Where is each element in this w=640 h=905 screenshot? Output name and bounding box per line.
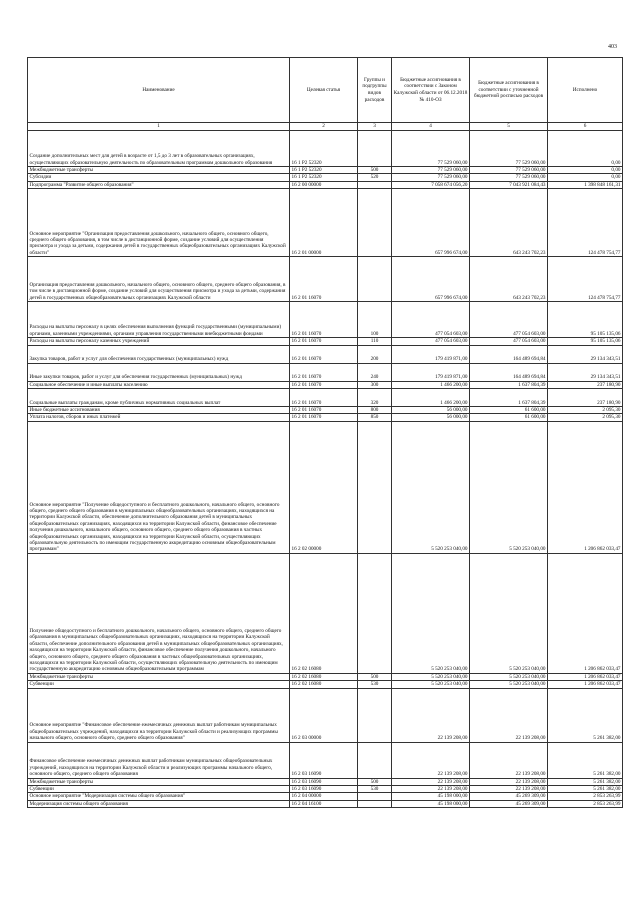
row-law-amount: 657 996 674,00 (392, 257, 470, 302)
table-row (28, 381, 623, 388)
row-name: Основное мероприятие "Организация предоставления дошкольного, начального общего, основного общего, среднего общего образования, в том числе в дистанционной форме, создание условий для осуществления присмотра и ухода за детьми, содержания детей в государственных общеобразовательных организациях Калужской области" (28, 189, 290, 257)
row-code: 16 2 01 16070 (290, 414, 358, 421)
row-name: Социальные выплаты гражданам, кроме публичных нормативных социальных выплат (28, 389, 290, 407)
row-executed-amount: 2 853 263,99 (548, 800, 623, 807)
row-law-amount: 7 058 674 056,20 (392, 181, 470, 188)
row-law-amount: 5 520 253 040,00 (392, 553, 470, 673)
row-updated-amount: 61 600,00 (470, 414, 548, 421)
row-group: 200 (358, 345, 392, 363)
row-code: 16 2 03 16090 (290, 786, 358, 793)
row-group (358, 800, 392, 807)
row-law-amount: 657 996 674,00 (392, 189, 470, 257)
table-row (28, 793, 623, 800)
row-law-amount: 22 139 208,00 (392, 778, 470, 785)
header-updated: Бюджетные ассигнования в соответствии с уточненной бюджетной росписью расходов (470, 58, 548, 123)
row-executed-amount: 0,00 (548, 167, 623, 174)
row-law-amount: 179 419 871,00 (392, 345, 470, 363)
row-group (358, 131, 392, 167)
table-row (28, 181, 623, 188)
row-law-amount: 5 520 253 040,00 (392, 673, 470, 680)
row-updated-amount: 643 243 702,23 (470, 257, 548, 302)
row-group: 500 (358, 673, 392, 680)
row-executed-amount: 5 261 382,00 (548, 688, 623, 742)
row-group (358, 189, 392, 257)
row-code: 16 2 01 16070 (290, 381, 358, 388)
row-law-amount: 56 000,00 (392, 414, 470, 421)
row-name: Основное мероприятие "Получение общедоступного и бесплатного дошкольного, начального общего, основного общего, среднего общего образования в муниципальных общеобразовательных организациях, находящихся на территории Калужской области, обеспечение дополнительного образования детей в муниципальных общеобразовательных организациях, находящихся на территории Калужской области, финансовое обеспечение получения дошкольного, начального общего, основного общего, среднего общего образования в частных общеобразовательных организациях, находящихся на территории Калужской области, осуществляющих образовательную деятельность по имеющим государственную аккредитацию основным общеобразовательным программам" (28, 421, 290, 553)
row-code: 16 1 P2 52320 (290, 174, 358, 181)
row-code: 16 2 01 00000 (290, 189, 358, 257)
row-code: 16 2 02 16080 (290, 553, 358, 673)
table-row (28, 553, 623, 673)
row-group (358, 553, 392, 673)
row-law-amount: 77 529 060,00 (392, 167, 470, 174)
row-updated-amount: 45 269 309,00 (470, 800, 548, 807)
row-group: 850 (358, 414, 392, 421)
table-row (28, 778, 623, 785)
row-law-amount: 56 000,00 (392, 407, 470, 414)
row-updated-amount: 5 520 253 040,00 (470, 421, 548, 553)
row-group: 240 (358, 363, 392, 381)
row-law-amount: 477 054 603,00 (392, 338, 470, 345)
row-group: 530 (358, 786, 392, 793)
header-law: Бюджетные ассигнования в соответствии с Законом Калужской области от 06.12.2018 № 410-ОЗ (392, 58, 470, 123)
table-row (28, 363, 623, 381)
row-law-amount: 77 529 060,00 (392, 131, 470, 167)
column-number: 4 (392, 123, 470, 131)
row-name: Иные бюджетные ассигнования (28, 407, 290, 414)
row-name: Расходы на выплаты персоналу в целях обеспечения выполнения функций государственными (муниципальными) органами, казенными учреждениями, органами управления государственными внебюджетными фондами (28, 302, 290, 338)
row-executed-amount: 2 095,30 (548, 407, 623, 414)
table-row (28, 389, 623, 407)
row-name: Субвенции (28, 681, 290, 688)
row-executed-amount: 29 134 343,51 (548, 363, 623, 381)
row-executed-amount: 2 095,30 (548, 414, 623, 421)
row-code: 16 1 P2 52320 (290, 131, 358, 167)
row-name: Получение общедоступного и бесплатного дошкольного, начального общего, основного общего, среднего общего образования в муниципальных общеобразовательных организациях, находящихся на территории Калужской области, обеспечение дополнительного образования детей в муниципальных общеобразовательных организациях, находящихся на территории Калужской области, финансовое обеспечение получения дошкольного, начального общего, основного общего, среднего общего образования в частных общеобразовательных организациях, находящихся на территории Калужской области, осуществляющих образовательную деятельность по имеющим государственную аккредитацию основным общеобразовательным программам (28, 553, 290, 673)
row-law-amount: 179 419 871,00 (392, 363, 470, 381)
row-law-amount: 22 139 208,00 (392, 688, 470, 742)
row-updated-amount: 77 529 060,00 (470, 131, 548, 167)
row-code: 16 2 02 16080 (290, 681, 358, 688)
table-body (28, 131, 623, 808)
row-code: 16 2 01 16070 (290, 302, 358, 338)
row-updated-amount: 164 489 694,84 (470, 345, 548, 363)
row-group (358, 688, 392, 742)
row-executed-amount: 1 398 848 161,31 (548, 181, 623, 188)
row-executed-amount: 1 206 862 033,47 (548, 553, 623, 673)
table-row (28, 302, 623, 338)
row-code: 16 2 03 00000 (290, 688, 358, 742)
table-row (28, 338, 623, 345)
table-row (28, 673, 623, 680)
row-law-amount: 77 529 060,00 (392, 174, 470, 181)
table-row (28, 688, 623, 742)
row-updated-amount: 22 139 208,00 (470, 742, 548, 778)
row-group: 300 (358, 381, 392, 388)
row-name: Межбюджетные трансферты (28, 167, 290, 174)
row-updated-amount: 164 489 694,84 (470, 363, 548, 381)
column-number-row (28, 123, 623, 131)
row-executed-amount: 0,00 (548, 131, 623, 167)
row-group: 500 (358, 778, 392, 785)
column-number: 1 (28, 123, 290, 131)
row-executed-amount: 5 261 382,00 (548, 778, 623, 785)
row-updated-amount: 77 529 060,00 (470, 167, 548, 174)
column-number: 3 (358, 123, 392, 131)
row-name: Основное мероприятие "Финансовое обеспечение ежемесячных денежных выплат работникам муниципальных общеобразовательных учреждений, находящихся на территории Калужской области и реализующих программы начального общего, основного общего, среднего общего образования" (28, 688, 290, 742)
row-name: Субсидии (28, 174, 290, 181)
row-name: Уплата налогов, сборов и иных платежей (28, 414, 290, 421)
table-row (28, 189, 623, 257)
row-code: 16 2 01 16070 (290, 389, 358, 407)
row-code: 16 2 04 00000 (290, 793, 358, 800)
row-name: Основное мероприятие "Модернизация системы общего образования" (28, 793, 290, 800)
row-executed-amount: 1 206 862 033,47 (548, 673, 623, 680)
table-row (28, 414, 623, 421)
row-group (358, 181, 392, 188)
row-executed-amount: 124 478 754,77 (548, 257, 623, 302)
row-updated-amount: 477 054 603,00 (470, 338, 548, 345)
row-law-amount: 22 139 208,00 (392, 786, 470, 793)
row-code: 16 2 03 16090 (290, 778, 358, 785)
row-executed-amount: 95 105 135,06 (548, 302, 623, 338)
row-executed-amount: 1 206 862 033,47 (548, 681, 623, 688)
column-number: 2 (290, 123, 358, 131)
row-code: 16 2 01 16070 (290, 407, 358, 414)
row-updated-amount: 1 637 804,39 (470, 381, 548, 388)
row-executed-amount: 29 134 343,51 (548, 345, 623, 363)
row-group: 110 (358, 338, 392, 345)
table-header-row (28, 58, 623, 123)
row-updated-amount: 22 139 208,00 (470, 778, 548, 785)
row-group: 800 (358, 407, 392, 414)
table-row (28, 174, 623, 181)
row-group (358, 421, 392, 553)
row-code: 16 2 03 16090 (290, 742, 358, 778)
row-name: Социальное обеспечение и иные выплаты населению (28, 381, 290, 388)
row-code: 16 2 01 16070 (290, 345, 358, 363)
row-updated-amount: 1 637 804,39 (470, 389, 548, 407)
row-executed-amount: 237 180,90 (548, 381, 623, 388)
row-updated-amount: 5 520 253 040,00 (470, 681, 548, 688)
row-updated-amount: 77 529 060,00 (470, 174, 548, 181)
row-code: 16 1 P2 52320 (290, 167, 358, 174)
row-law-amount: 5 520 253 040,00 (392, 681, 470, 688)
table-row (28, 257, 623, 302)
row-group: 320 (358, 389, 392, 407)
row-name: Модернизация системы общего образования (28, 800, 290, 807)
row-group (358, 793, 392, 800)
row-executed-amount: 95 105 135,06 (548, 338, 623, 345)
row-group (358, 257, 392, 302)
row-group: 100 (358, 302, 392, 338)
row-name: Межбюджетные трансферты (28, 778, 290, 785)
row-name: Иные закупки товаров, работ и услуг для обеспечения государственных (муниципальных) нужд (28, 363, 290, 381)
row-code: 16 2 02 00000 (290, 421, 358, 553)
budget-table (27, 57, 623, 808)
row-group: 530 (358, 681, 392, 688)
row-group (358, 742, 392, 778)
table-row (28, 421, 623, 553)
table-row (28, 131, 623, 167)
row-law-amount: 22 139 208,00 (392, 742, 470, 778)
row-executed-amount: 237 180,90 (548, 389, 623, 407)
row-code: 16 2 02 16080 (290, 673, 358, 680)
row-updated-amount: 22 139 208,00 (470, 688, 548, 742)
row-name: Субвенции (28, 786, 290, 793)
row-updated-amount: 61 600,00 (470, 407, 548, 414)
row-executed-amount: 2 853 263,99 (548, 793, 623, 800)
row-executed-amount: 124 478 754,77 (548, 189, 623, 257)
row-executed-amount: 5 261 382,00 (548, 742, 623, 778)
row-name: Расходы на выплаты персоналу казенных учреждений (28, 338, 290, 345)
row-updated-amount: 643 243 702,23 (470, 189, 548, 257)
table-row (28, 345, 623, 363)
row-updated-amount: 22 139 208,00 (470, 786, 548, 793)
row-executed-amount: 0,00 (548, 174, 623, 181)
table-row (28, 681, 623, 688)
row-name: Межбюджетные трансферты (28, 673, 290, 680)
table-row (28, 786, 623, 793)
row-executed-amount: 1 206 862 033,47 (548, 421, 623, 553)
column-number: 5 (470, 123, 548, 131)
row-code: 16 2 01 16070 (290, 338, 358, 345)
row-law-amount: 45 198 000,00 (392, 793, 470, 800)
table-row (28, 167, 623, 174)
row-updated-amount: 7 043 921 084,43 (470, 181, 548, 188)
header-executed: Исполнено (548, 58, 623, 123)
row-name: Закупка товаров, работ и услуг для обеспечения государственных (муниципальных) нужд (28, 345, 290, 363)
row-code: 16 2 01 16070 (290, 363, 358, 381)
header-name: Наименование (28, 58, 290, 123)
table-row (28, 800, 623, 807)
row-updated-amount: 477 054 603,00 (470, 302, 548, 338)
row-code: 16 2 04 16100 (290, 800, 358, 807)
row-law-amount: 477 054 603,00 (392, 302, 470, 338)
row-updated-amount: 5 520 253 040,00 (470, 553, 548, 673)
row-law-amount: 1 466 200,00 (392, 389, 470, 407)
column-number: 6 (548, 123, 623, 131)
row-code: 16 2 00 00000 (290, 181, 358, 188)
page-number: 403 (608, 44, 617, 50)
row-law-amount: 1 466 200,00 (392, 381, 470, 388)
row-updated-amount: 45 269 309,00 (470, 793, 548, 800)
row-group: 520 (358, 174, 392, 181)
table-row (28, 407, 623, 414)
row-name: Создание дополнительных мест для детей в возрасте от 1,5 до 3 лет в образовательных организациях, осуществляющих образовательную деятельность по образовательным программам дошкольного образования (28, 131, 290, 167)
table-row (28, 742, 623, 778)
row-law-amount: 5 520 253 040,00 (392, 421, 470, 553)
header-group: Группы и подгруппы видов расходов (358, 58, 392, 123)
header-code: Целевая статья (290, 58, 358, 123)
row-law-amount: 45 198 000,00 (392, 800, 470, 807)
row-name: Финансовое обеспечение ежемесячных денежных выплат работникам муниципальных общеобразовательных учреждений, находящихся на территории Калужской области и реализующих программы начального общего, основного общего, среднего общего образования (28, 742, 290, 778)
row-name: Подпрограмма "Развитие общего образования" (28, 181, 290, 188)
row-name: Организация предоставления дошкольного, начального общего, основного общего, среднего общего образования, в том числе в дистанционной форме, создание условий для осуществления присмотра и ухода за детьми, содержания детей в государственных общеобразовательных организациях Калужской области (28, 257, 290, 302)
row-updated-amount: 5 520 253 040,00 (470, 673, 548, 680)
row-executed-amount: 5 261 382,00 (548, 786, 623, 793)
row-group: 500 (358, 167, 392, 174)
row-code: 16 2 01 16070 (290, 257, 358, 302)
